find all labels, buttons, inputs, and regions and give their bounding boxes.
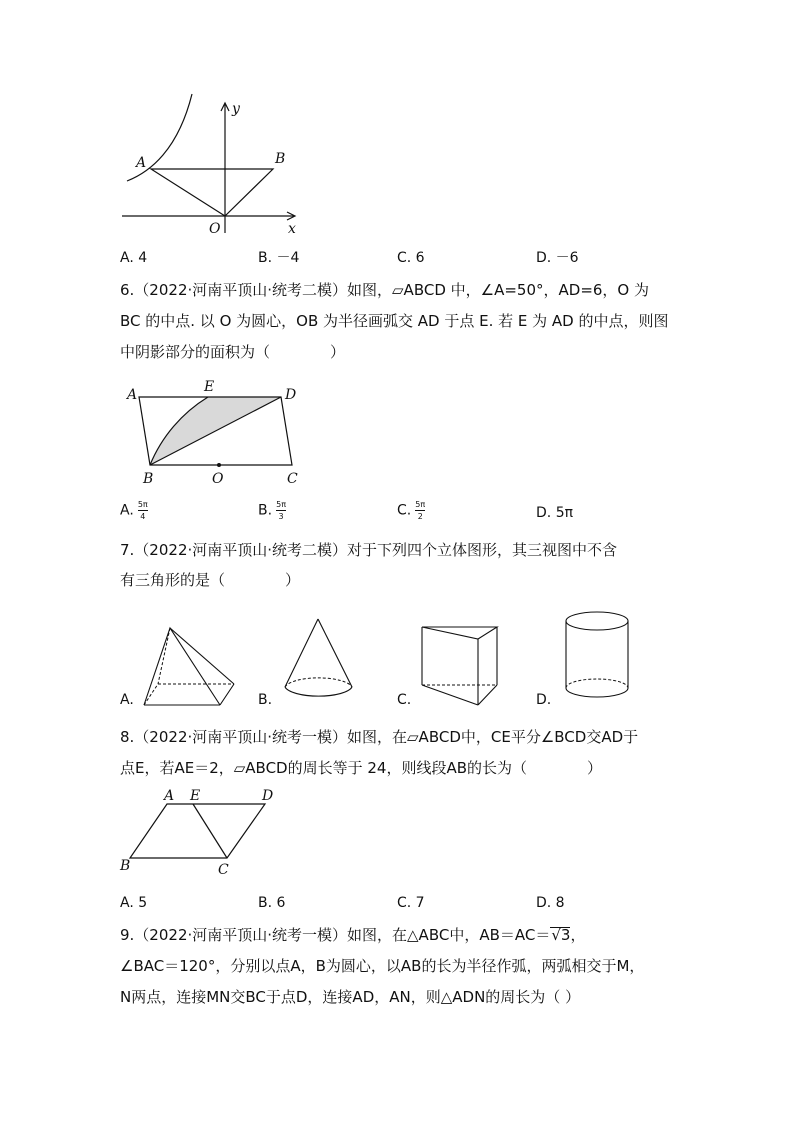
q6-label-a: A <box>127 387 138 403</box>
q5-option-a: A. 4 <box>120 250 148 266</box>
q6-option-b: B. $\frac{5\pi}{3}$ <box>258 500 287 521</box>
q6-stem-line3: 中阴影部分的面积为（ ） <box>120 343 346 361</box>
q7-option-b: B. <box>258 692 273 708</box>
q6-label-e: E <box>204 379 215 395</box>
q6-label-c: C <box>287 471 298 487</box>
q8-option-d: D. 8 <box>536 895 565 911</box>
q5-label-b: B <box>275 151 286 167</box>
q7-stem-line1: 7.（2022·河南平顶山·统考二模）对于下列四个立体图形，其三视图中不含 <box>120 541 618 559</box>
q7-option-a: A. <box>120 692 134 708</box>
q5-label-o: O <box>209 221 221 237</box>
q8-label-e: E <box>190 788 201 804</box>
q6-label-d: D <box>285 387 297 403</box>
q7-option-d: D. <box>536 692 552 708</box>
q6-stem-line2: BC 的中点. 以 O 为圆心，OB 为半径画弧交 AD 于点 E. 若 E 为 AD 的中点，则图 <box>120 312 669 330</box>
q8-option-a: A. 5 <box>120 895 148 911</box>
q6-option-a: A. $\frac{5\pi}{4}$ <box>120 500 148 521</box>
q8-option-b: B. 6 <box>258 895 286 911</box>
q8-option-c: C. 7 <box>397 895 425 911</box>
q6-label-b: B <box>143 471 154 487</box>
q6-stem-line1: 6.（2022·河南平顶山·统考二模）如图，▱ABCD 中，∠A=50°，AD=6，O 为 <box>120 281 650 299</box>
q8-segment-ce <box>193 804 227 858</box>
q7-option-c: C. <box>397 692 412 708</box>
q5-label-y: y <box>232 101 240 117</box>
q7-stem-line2: 有三角形的是（ ） <box>120 571 301 589</box>
q8-label-b: B <box>120 858 131 874</box>
q5-label-a: A <box>136 155 147 171</box>
q5-option-d: D. －6 <box>536 250 579 266</box>
q9-stem-line1: 9.（2022·河南平顶山·统考一模）如图，在△ABC中，AB＝AC＝√3， <box>120 926 586 944</box>
q5-option-c: C. 6 <box>397 250 425 266</box>
q8-stem-line1: 8.（2022·河南平顶山·统考一模）如图，在▱ABCD中，CE平分∠BCD交AD于 <box>120 728 639 746</box>
q8-label-d: D <box>262 788 274 804</box>
q5-option-b: B. －4 <box>258 250 300 266</box>
q6-option-d: D. 5π <box>536 505 574 521</box>
q8-stem-line2: 点E，若AE＝2，▱ABCD的周长等于 24，则线段AB的长为（ ） <box>120 759 603 777</box>
q6-option-c: C. $\frac{5\pi}{2}$ <box>397 500 426 521</box>
q8-label-c: C <box>218 862 229 878</box>
q8-label-a: A <box>164 788 175 804</box>
q9-stem-line3: N两点，连接MN交BC于点D，连接AD，AN，则△ADN的周长为（ ） <box>120 988 581 1006</box>
sqrt-symbol: √3 <box>551 926 571 944</box>
q5-label-x: x <box>288 221 296 237</box>
q9-stem-line2: ∠BAC＝120°，分别以点A，B为圆心，以AB的长为半径作弧，两弧相交于M， <box>120 957 645 975</box>
q6-label-o: O <box>212 471 224 487</box>
